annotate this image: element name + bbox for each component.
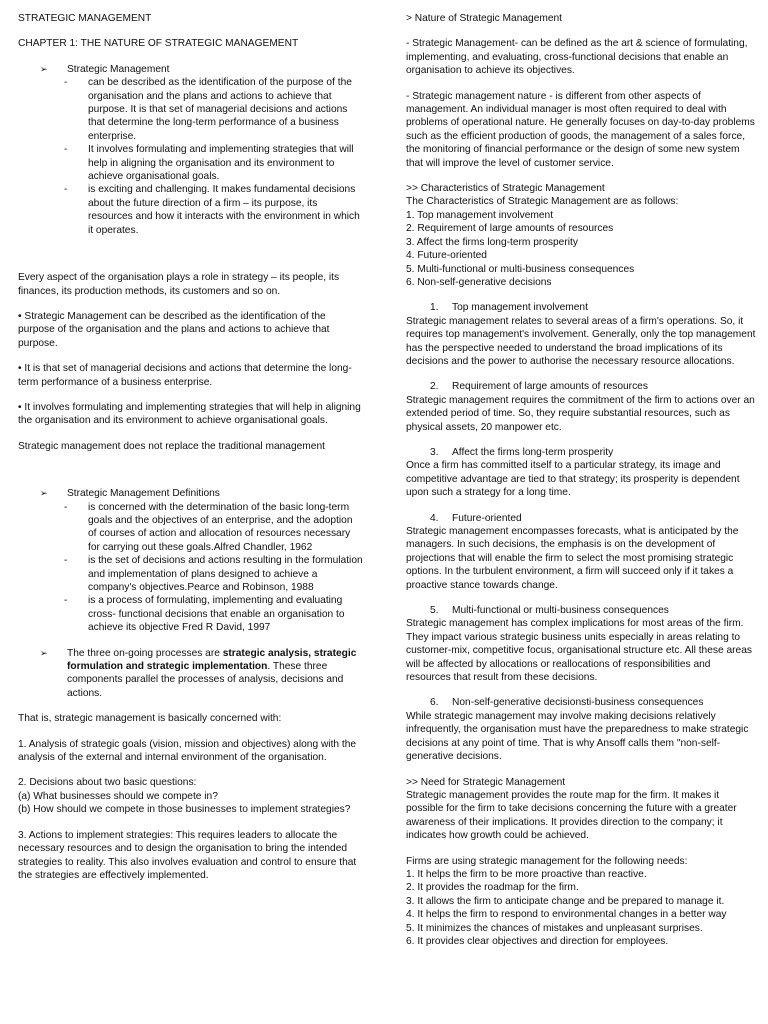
list-item: 4. It helps the firm to respond to environmental changes in a better way bbox=[406, 909, 727, 921]
three-processes-bullet bbox=[18, 647, 363, 701]
document-title: STRATEGIC MANAGEMENT bbox=[18, 13, 152, 24]
chapter-title: CHAPTER 1: THE NATURE OF STRATEGIC MANAGEMENT bbox=[18, 38, 299, 50]
list-item: 2. It provides the roadmap for the firm. bbox=[406, 882, 579, 894]
nature-definition: - Strategic Management- can be defined as the art & science of formulating, implementing, and evaluating, cross-functional decisions that enable an organisation to achieve its objectives. bbox=[406, 38, 748, 77]
section-heading: 4. Future-oriented bbox=[430, 512, 522, 524]
section-heading: 6. Non-self-generative decisionsti-business consequences bbox=[430, 697, 704, 709]
section-body: Strategic management relates to several areas of a firm's operations. So, it requires top management's involvement. Generally, only the top management has the perspective needed to understand the broad implications of its decisions and the power to authorise the necessary resource allocations. bbox=[406, 315, 756, 367]
characteristic-section-4 bbox=[406, 512, 756, 592]
paragraph-bullet-2: • It is that set of managerial decisions and actions that determine the long-term performance of a business enterprise. bbox=[18, 363, 352, 388]
arrow-bullet-icon: ➢ bbox=[40, 63, 48, 74]
characteristic-section-5 bbox=[406, 604, 756, 684]
strategic-management-heading: Strategic Management bbox=[67, 63, 170, 75]
definitions-points bbox=[18, 501, 363, 635]
nature-difference: - Strategic management nature - is different from other aspects of management. An individual manager is most often required to deal with problems of operational nature. He generally focuses on day-to-day problems such as the efficient production of goods, the management of a sales force, the monitoring of financial performance or the design of some new system that will improve the level of customer service. bbox=[406, 90, 755, 169]
right-column bbox=[406, 12, 756, 948]
list-item: 2. Requirement of large amounts of resources bbox=[406, 223, 614, 235]
list-item: - It involves formulating and implementing strategies that will help in aligning the organisation and its environment to achieve organisational goals. bbox=[64, 144, 354, 183]
concern-item-2: 2. Decisions about two basic questions: (a) What businesses should we compete in? (b) How should we compete in those businesses to implement strategies? bbox=[18, 777, 351, 816]
paragraph-bullet-1: • Strategic Management can be described as the identification of the purpose of the organisation and the plans and actions to achieve that purpose. bbox=[18, 310, 330, 349]
three-processes-text: The three on-going processes are strategic analysis, strategic formulation and strategic implementation. These three components parallel the processes of analysis, decisions and actions. bbox=[67, 647, 357, 699]
list-item: 3. Affect the firms long-term prosperity bbox=[406, 236, 578, 248]
nature-heading: > Nature of Strategic Management bbox=[406, 13, 563, 24]
section-heading: 3. Affect the firms long-term prosperity bbox=[430, 446, 614, 458]
characteristic-section-3 bbox=[406, 446, 756, 500]
list-item: - is a process of formulating, implementing and evaluating cross- functional decisions that enable an organisation to achieve its objective Fred R David, 1997 bbox=[64, 595, 345, 634]
list-item: 5. It minimizes the chances of mistakes and unpleasant surprises. bbox=[406, 922, 703, 934]
list-item: - is the set of decisions and actions resulting in the formulation and implementation of plans designed to achieve a company's objectives.Pearce and Robinson, 1988 bbox=[64, 555, 363, 593]
left-column bbox=[18, 12, 363, 882]
characteristic-section-6 bbox=[406, 696, 756, 763]
characteristics-heading: >> Characteristics of Strategic Management bbox=[406, 183, 605, 195]
concern-item-1: 1. Analysis of strategic goals (vision, mission and objectives) along with the analysis of the external and internal environment of the organisation. bbox=[18, 738, 357, 764]
list-item: 6. Non-self-generative decisions bbox=[406, 276, 552, 288]
need-heading: >> Need for Strategic Management bbox=[406, 776, 566, 788]
paragraph-every-aspect: Every aspect of the organisation plays a role in strategy – its people, its finances, its production methods, its customers and so on. bbox=[18, 272, 340, 297]
list-item: 3. It allows the firm to anticipate change and be prepared to manage it. bbox=[406, 895, 725, 907]
need-body: Strategic management provides the route map for the firm. It makes it possible for the firm to take decisions concerning the future with a greater awareness of their implications. It provides direction to the company; it indicates how growth could be achieved. bbox=[406, 789, 737, 842]
paragraph-not-replace: Strategic management does not replace the traditional management bbox=[18, 440, 325, 452]
definitions-bullet bbox=[18, 487, 363, 500]
section-heading: 2. Requirement of large amounts of resources bbox=[430, 381, 648, 393]
strategic-management-bullet bbox=[18, 63, 363, 76]
section-body: Strategic management requires the commitment of the firm to actions over an extended period of time. So, they require substantial resources, such as physical assets, 20 manpower etc. bbox=[406, 394, 755, 433]
needs-intro: Firms are using strategic management for the following needs: bbox=[406, 855, 688, 867]
list-item: 5. Multi-functional or multi-business consequences bbox=[406, 263, 635, 275]
needs-list bbox=[406, 868, 756, 948]
characteristic-section-1 bbox=[406, 301, 756, 368]
list-item: 6. It provides clear objectives and direction for employees. bbox=[406, 935, 669, 947]
section-heading: 1. Top management involvement bbox=[430, 302, 588, 314]
list-item: 1. Top management involvement bbox=[406, 209, 554, 221]
arrow-bullet-icon: ➢ bbox=[40, 647, 48, 658]
definitions-heading: Strategic Management Definitions bbox=[67, 488, 220, 500]
list-item: - can be described as the identification of the purpose of the organisation and the plans and actions to achieve that purpose. It is that set of managerial decisions and actions that determine the long-term performance of a business enterprise. bbox=[64, 77, 352, 142]
section-body: Strategic management has complex implications for most areas of the firm. They impact various strategic business units especially in areas relating to customer-mix, competitive focus, organisational structure etc. All these areas will be affected by allocations or reallocations of responsibilities and resources that result from these decisions. bbox=[406, 618, 752, 684]
paragraph-bullet-3: • It involves formulating and implementing strategies that will help in aligning the organisation and its environment to achieve organisational goals. bbox=[18, 401, 361, 427]
section-body: While strategic management may involve making decisions relatively infrequently, the organisation must have the preparedness to make strategic decisions at any point of time. That is why Ansoff calls them "non-self-generative decisions. bbox=[406, 710, 749, 763]
section-heading: 5. Multi-functional or multi-business consequences bbox=[430, 605, 669, 617]
list-item: 4. Future-oriented bbox=[406, 250, 487, 262]
characteristics-list bbox=[406, 209, 756, 289]
concern-item-3: 3. Actions to implement strategies: This requires leaders to allocate the necessary resources and to design the organisation to bring the intended strategies to reality. This also involves evaluation and control to ensure that the strategies are effectively implemented. bbox=[18, 829, 357, 881]
section-body: Strategic management encompasses forecasts, what is anticipated by the managers. In such decisions, the emphasis is on the development of projections that will enable the firm to select the most promising strategic options. In the turbulent environment, a firm will succeed only if it takes a proactive stance towards change. bbox=[406, 526, 739, 591]
section-body: Once a firm has committed itself to a particular strategy, its image and competitive advantage are tied to that strategy; its prosperity is dependent upon such a strategy for a long time. bbox=[406, 460, 740, 499]
list-item: 1. It helps the firm to be more proactive than reactive. bbox=[406, 868, 647, 880]
list-item: - is concerned with the determination of the basic long-term goals and the objectives of an enterprise, and the adoption of courses of action and allocation of resources necessary for carrying out these goals.Alfred Chandler, 1962 bbox=[64, 501, 353, 553]
strategic-management-points bbox=[18, 76, 363, 237]
concerned-with: That is, strategic management is basically concerned with: bbox=[18, 713, 282, 725]
characteristics-intro: The Characteristics of Strategic Management are as follows: bbox=[406, 196, 679, 208]
arrow-bullet-icon: ➢ bbox=[40, 488, 48, 499]
characteristic-section-2 bbox=[406, 380, 756, 434]
list-item: - is exciting and challenging. It makes fundamental decisions about the future direction of a firm – its purpose, its resources and how it interacts with the environment in which it operates. bbox=[64, 184, 360, 236]
